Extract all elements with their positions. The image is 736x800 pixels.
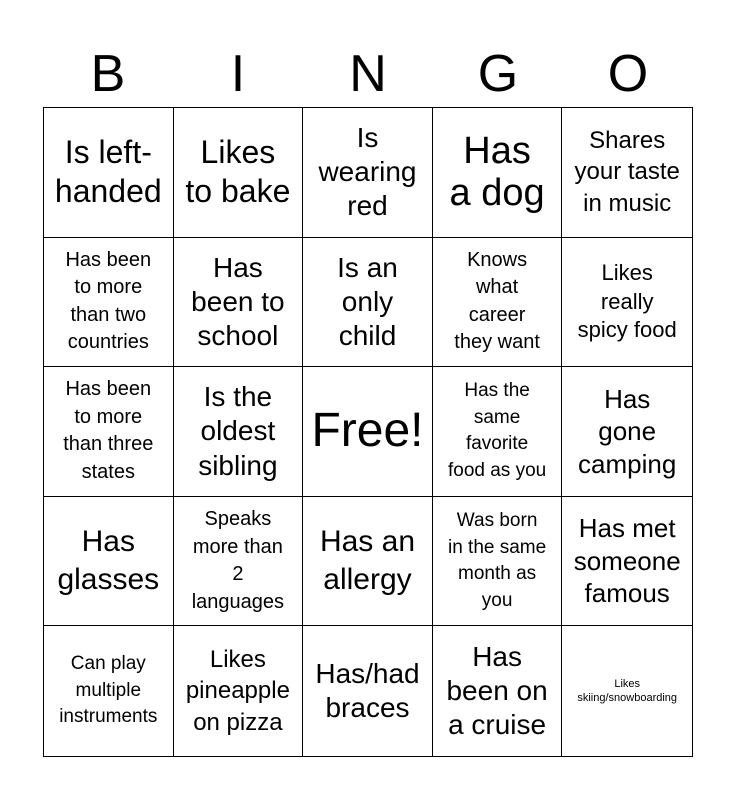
bingo-cell[interactable] <box>44 108 174 238</box>
cell-text-line: in the same <box>447 536 547 558</box>
cell-text-line: countries <box>67 331 149 354</box>
cell-text <box>59 651 157 731</box>
bingo-cell[interactable] <box>433 108 563 238</box>
cell-text-line: Was born <box>456 509 538 531</box>
bingo-cell[interactable] <box>303 108 433 238</box>
cell-text-line: more than <box>192 535 283 558</box>
cell-text-line: Knows <box>467 248 528 271</box>
cell-text <box>448 378 546 484</box>
cell-text <box>337 251 398 353</box>
cell-text-line: food as you <box>447 460 547 482</box>
cell-text-line: you <box>481 589 513 611</box>
cell-text-line: same <box>473 406 521 428</box>
cell-text <box>192 506 284 616</box>
cell-text-line: Free! <box>311 404 424 458</box>
bingo-cell[interactable] <box>174 238 304 368</box>
cell-text-line: to bake <box>185 173 291 210</box>
bingo-cell[interactable] <box>44 367 174 497</box>
cell-text-line: what <box>475 276 519 299</box>
cell-text <box>454 247 540 357</box>
cell-text-line: to more <box>74 276 143 299</box>
cell-text-line: braces <box>325 692 410 724</box>
cell-text-line: skiing/snowboarding <box>577 692 678 705</box>
cell-text-line: Has <box>463 129 531 172</box>
cell-text-line: Has <box>472 640 522 672</box>
bingo-cell[interactable] <box>174 367 304 497</box>
header-letter-i: I <box>230 45 246 103</box>
cell-text-line: Likes <box>200 134 276 171</box>
bingo-cell[interactable] <box>433 626 563 756</box>
cell-text-line: Likes <box>209 645 266 673</box>
cell-text-line: in music <box>583 190 672 218</box>
cell-text-line: someone <box>573 545 681 576</box>
cell-text <box>65 247 151 357</box>
cell-text <box>191 251 284 353</box>
cell-text-line: favorite <box>465 433 529 455</box>
header-letter-g: G <box>477 45 519 103</box>
cell-text-line: been to <box>191 285 285 317</box>
cell-text <box>186 644 290 739</box>
bingo-cell[interactable] <box>562 367 692 497</box>
cell-text <box>448 508 546 614</box>
cell-text-line: they want <box>454 331 540 354</box>
cell-text-line: Is the <box>203 381 273 413</box>
cell-text-line: Has/had <box>315 658 420 690</box>
cell-text-line: child <box>338 319 397 351</box>
cell-text <box>578 383 676 481</box>
cell-text-line: than three <box>63 433 154 456</box>
cell-text-line: a cruise <box>448 709 547 741</box>
cell-text-line: Has the <box>464 380 530 402</box>
cell-text-line: Has <box>81 524 135 558</box>
bingo-cell[interactable] <box>44 626 174 756</box>
cell-text-line: your taste <box>574 158 680 186</box>
cell-text-line: handed <box>54 173 162 210</box>
bingo-board <box>43 107 693 757</box>
cell-text-line: a dog <box>449 172 545 215</box>
cell-text-line: Is <box>356 122 379 154</box>
cell-text-line: Likes <box>614 677 641 690</box>
cell-text-line: glasses <box>57 563 160 597</box>
cell-text <box>315 657 419 725</box>
cell-text <box>185 133 290 211</box>
cell-text-line: languages <box>191 590 285 613</box>
cell-text-line: really <box>600 288 654 314</box>
bingo-cell[interactable] <box>433 238 563 368</box>
cell-text-line: Has <box>212 251 263 283</box>
cell-text <box>446 640 547 742</box>
header-letter-o: O <box>607 45 649 103</box>
cell-text-line: been on <box>446 675 548 707</box>
cell-text-line: pineapple <box>185 677 290 705</box>
bingo-cell[interactable] <box>174 108 304 238</box>
free-space-cell[interactable] <box>303 367 433 497</box>
cell-text-line: only <box>341 285 394 317</box>
bingo-cell[interactable] <box>562 497 692 627</box>
bingo-header <box>43 42 693 106</box>
header-letter-b: B <box>90 45 126 103</box>
cell-text <box>574 512 681 610</box>
cell-text-line: Has been <box>65 248 152 271</box>
bingo-cell[interactable] <box>562 108 692 238</box>
header-letter-n: N <box>349 45 387 103</box>
bingo-cell[interactable] <box>44 497 174 627</box>
cell-text-line: Shares <box>589 126 666 154</box>
bingo-cell[interactable] <box>303 626 433 756</box>
cell-text-line: gone <box>598 416 657 447</box>
cell-text-line: Likes <box>601 260 653 285</box>
bingo-cell[interactable] <box>44 238 174 368</box>
cell-text-line: to more <box>74 405 143 428</box>
cell-text-line: Has been <box>65 378 152 401</box>
cell-text <box>318 121 416 223</box>
cell-text-line: instruments <box>59 706 158 728</box>
cell-text <box>320 523 415 600</box>
bingo-cell[interactable] <box>562 626 692 756</box>
cell-text-line: month as <box>458 563 537 585</box>
cell-text <box>63 376 153 486</box>
cell-text <box>578 259 677 345</box>
cell-text-line: Has <box>604 383 651 414</box>
cell-text <box>57 523 159 600</box>
bingo-cell[interactable] <box>433 367 563 497</box>
cell-text-line: Can play <box>70 653 146 675</box>
cell-text-line: on pizza <box>193 709 283 737</box>
cell-text-line: Speaks <box>204 507 272 530</box>
cell-text-line: spicy food <box>577 317 677 343</box>
cell-text-line: than two <box>70 303 147 326</box>
cell-text <box>198 380 277 482</box>
cell-text-line: sibling <box>198 449 278 481</box>
cell-text-line: wearing <box>318 156 417 188</box>
cell-text <box>577 677 677 706</box>
cell-text-line: 2 <box>232 563 244 586</box>
cell-text-line: school <box>197 319 279 351</box>
cell-text-line: allergy <box>323 563 412 597</box>
cell-text-line: red <box>347 190 388 222</box>
cell-text <box>575 125 680 220</box>
bingo-cell[interactable] <box>433 497 563 627</box>
cell-text-line: Has an <box>319 524 416 558</box>
cell-text <box>55 133 162 211</box>
bingo-cell[interactable] <box>174 497 304 627</box>
bingo-cell[interactable] <box>562 238 692 368</box>
cell-text-line: Has met <box>578 513 676 544</box>
cell-text-line: career <box>468 303 526 326</box>
cell-text-line: Is an <box>337 251 398 283</box>
cell-text <box>450 130 545 215</box>
cell-text-line: multiple <box>75 679 142 701</box>
bingo-cell[interactable] <box>303 238 433 368</box>
cell-text <box>311 405 423 458</box>
cell-text-line: oldest <box>200 415 276 447</box>
cell-text-line: camping <box>578 448 677 479</box>
cell-text-line: famous <box>584 578 670 609</box>
cell-text-line: states <box>81 461 135 484</box>
cell-text-line: Is left- <box>64 134 152 171</box>
bingo-cell[interactable] <box>174 626 304 756</box>
bingo-cell[interactable] <box>303 497 433 627</box>
